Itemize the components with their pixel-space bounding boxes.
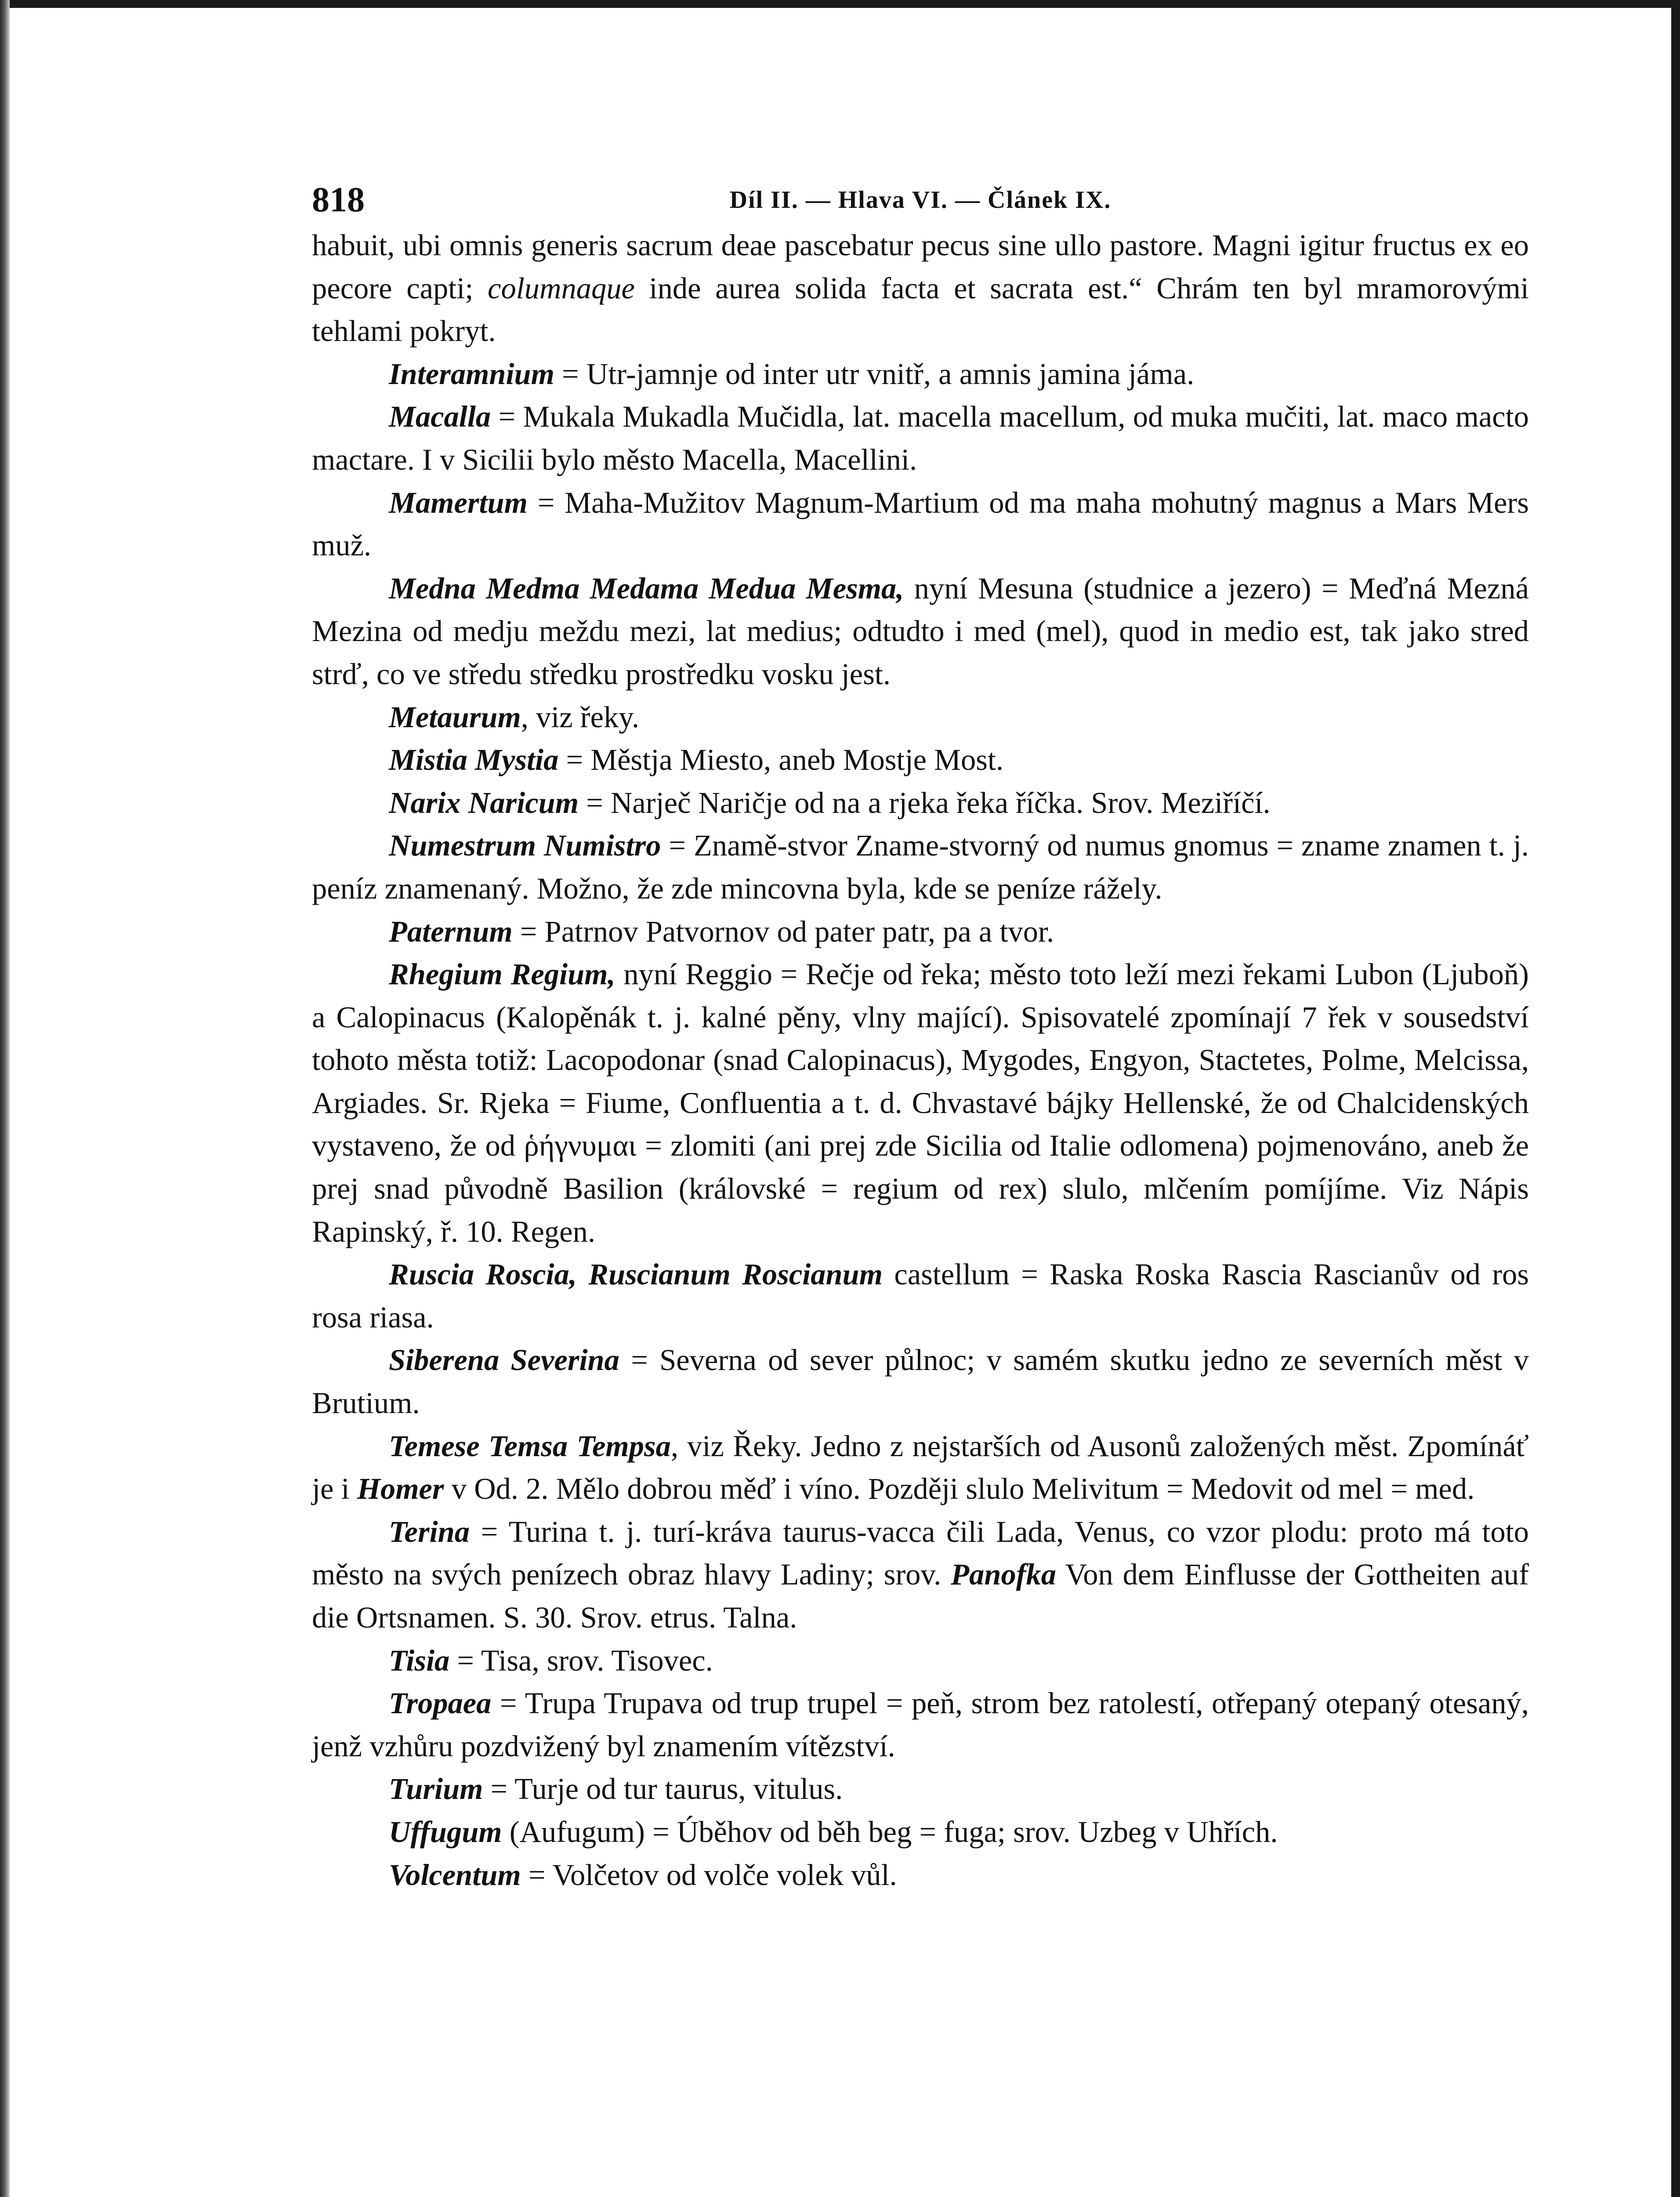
page-number: 818	[312, 181, 365, 219]
intro-paragraph	[312, 224, 1529, 353]
entry-text: , viz Řeky. Jedno z nejstarších od Ausonů založených měst. Zpomínáť je i	[312, 1429, 1529, 1506]
entry-text: = Tisa, srov. Tisovec.	[449, 1643, 713, 1677]
entry-mamertum	[312, 482, 1529, 567]
entry-text: = Turje od tur taurus, vitulus.	[483, 1772, 843, 1806]
entry-temese	[312, 1425, 1529, 1511]
entry-uffugum	[312, 1811, 1529, 1854]
entry-term: Mistia Mystia	[389, 743, 559, 777]
entry-numestrum	[312, 824, 1529, 910]
entry-text: castellum = Raska Roska Rascia Rascianův od ros rosa riasa.	[312, 1258, 1529, 1334]
entry-terina	[312, 1511, 1529, 1639]
entry-term: Medna Medma Medama Medua Mesma,	[389, 571, 904, 605]
entry-text: = Narječ Naričje od na a rjeka řeka říčka. Srov. Meziříčí.	[578, 786, 1271, 819]
entry-term: Uffugum	[389, 1815, 502, 1849]
entry-text: (Aufugum) = Úběhov od běh beg = fuga; srov. Uzbeg v Uhřích.	[502, 1815, 1278, 1849]
entry-term: Metaurum	[389, 700, 521, 734]
entry-interamnium	[312, 353, 1529, 396]
entry-text: = Patrnov Patvornov od pater patr, pa a tvor.	[512, 914, 1054, 948]
entry-tisia	[312, 1639, 1529, 1682]
entry-mistia	[312, 739, 1529, 782]
intro-text-1: habuit, ubi omnis generis sacrum deae pascebatur pecus sine ullo pastore. Magni igitur fructus ex eo pecore capti;	[312, 228, 1529, 305]
entry-term: Paternum	[389, 914, 513, 948]
entry-term: Turium	[389, 1772, 483, 1806]
entry-text-2: Von dem Einflusse der Gottheiten auf die Ortsnamen. S. 30. Srov. etrus. Talna.	[312, 1558, 1529, 1634]
entry-text: nyní Mesuna (studnice a jezero) = Meďná Mezná Mezina od medju meždu mezi, lat medius; odtudto i med (mel), quod in medio est, tak jako stred strď, co ve středu středku prostředku vosku jest.	[312, 571, 1529, 691]
entry-term: Ruscia Roscia, Ruscianum Roscianum	[389, 1258, 883, 1291]
entry-term: Temese Temsa Tempsa	[389, 1429, 671, 1463]
entry-term: Volcentum	[389, 1858, 521, 1892]
entry-medna	[312, 567, 1529, 696]
entry-term: Mamertum	[389, 486, 528, 519]
scan-border-top	[0, 0, 1680, 8]
entry-term: Rhegium Regium,	[389, 957, 616, 991]
entry-paternum	[312, 910, 1529, 953]
entry-turium	[312, 1768, 1529, 1811]
entry-metaurum	[312, 696, 1529, 739]
entry-text-2: v Od. 2. Mělo dobrou měď i víno. Později slulo Melivitum = Medovit od mel = med.	[444, 1472, 1475, 1506]
intro-text-2: inde aurea solida facta et sacrata est.“ Chrám ten byl mramorovými tehlami pokryt.	[312, 271, 1529, 348]
entry-text: = Turina t. j. turí-kráva taurus-vacca čili Lada, Venus, co vzor plodu: proto má toto město na svých penízech obraz hlavy Ladiny; srov.	[312, 1515, 1529, 1592]
entry-term: Interamnium	[389, 357, 554, 391]
entry-term: Terina	[389, 1515, 470, 1548]
entry-term: Tropaea	[389, 1686, 492, 1720]
scan-border-left	[0, 0, 10, 2197]
entry-term: Narix Naricum	[389, 786, 579, 819]
entry-term: Macalla	[389, 400, 491, 434]
entry-siberena	[312, 1339, 1529, 1425]
entry-text: = Městja Miesto, aneb Mostje Most.	[558, 743, 1004, 777]
entry-term: Numestrum Numistro	[389, 829, 661, 863]
entry-text: nyní Reggio = Rečje od řeka; město toto leží mezi řekami Lubon (Ljuboň) a Calopinacus (Kalopěnák t. j. kalné pěny, vlny mající). Spisovatelé zpomínají 7 řek v sousedství tohoto města totiž: Lacopodonar (snad Calopinacus), Mygodes, Engyon, Stactetes, Polme, Melcissa, Argiades. Sr. Rjeka = Fiume, Confluentia a t. d. Chvastavé bájky Hellenské, že od Chalcidenských vystaveno, že od ῥήγνυμαι = zlomiti (ani prej zde Sicilia od Italie odlomena) pojmenováno, aneb že prej snad původně Basilion (královské = regium od rex) slulo, mlčením pomíjíme. Viz Nápis Rapinský, ř. 10. Regen.	[312, 957, 1529, 1248]
entry-rhegium	[312, 953, 1529, 1253]
entry-text: = Mukala Mukadla Mučidla, lat. macella macellum, od muka mučiti, lat. maco macto mactare. I v Sicilii bylo město Macella, Macellini.	[312, 400, 1529, 476]
entry-tropaea	[312, 1682, 1529, 1768]
running-head	[312, 176, 1529, 224]
entry-text: = Severna od sever půlnoc; v samém skutku jedno ze severních měst v Brutium.	[312, 1343, 1529, 1420]
entry-text: = Maha-Mužitov Magnum-Martium od ma maha mohutný magnus a Mars Mers muž.	[312, 486, 1529, 562]
entry-text: = Znamě-stvor Zname-stvorný od numus gnomus = zname znamen t. j. peníz znamenaný. Možno, že zde mincovna byla, kde se peníze rážely.	[312, 829, 1529, 905]
entry-volcentum	[312, 1854, 1529, 1897]
entry-text: = Trupa Trupava od trup trupel = peň, strom bez ratolestí, otřepaný otepaný otesaný, jenž vzhůru pozdvižený byl znamením vítězství.	[312, 1686, 1529, 1763]
entry-text: = Utr-jamnje od inter utr vnitř, a amnis jamina jáma.	[554, 357, 1195, 391]
intro-italic: columnaque	[488, 271, 635, 305]
body-text	[312, 224, 1529, 1896]
entry-term: Tisia	[389, 1643, 450, 1677]
entry-text: , viz řeky.	[521, 700, 640, 734]
scan-border-right	[1671, 0, 1680, 2197]
entry-italic-ref: Panofka	[951, 1558, 1057, 1592]
page	[312, 176, 1529, 1896]
entry-macalla	[312, 395, 1529, 481]
entry-italic-ref: Homer	[357, 1472, 444, 1506]
entry-ruscia	[312, 1253, 1529, 1339]
entry-text: = Volčetov od volče volek vůl.	[521, 1858, 897, 1892]
entry-term: Siberena Severina	[389, 1343, 619, 1377]
header-title: Díl II. — Hlava VI. — Článek IX.	[729, 186, 1112, 214]
entry-narix	[312, 782, 1529, 825]
